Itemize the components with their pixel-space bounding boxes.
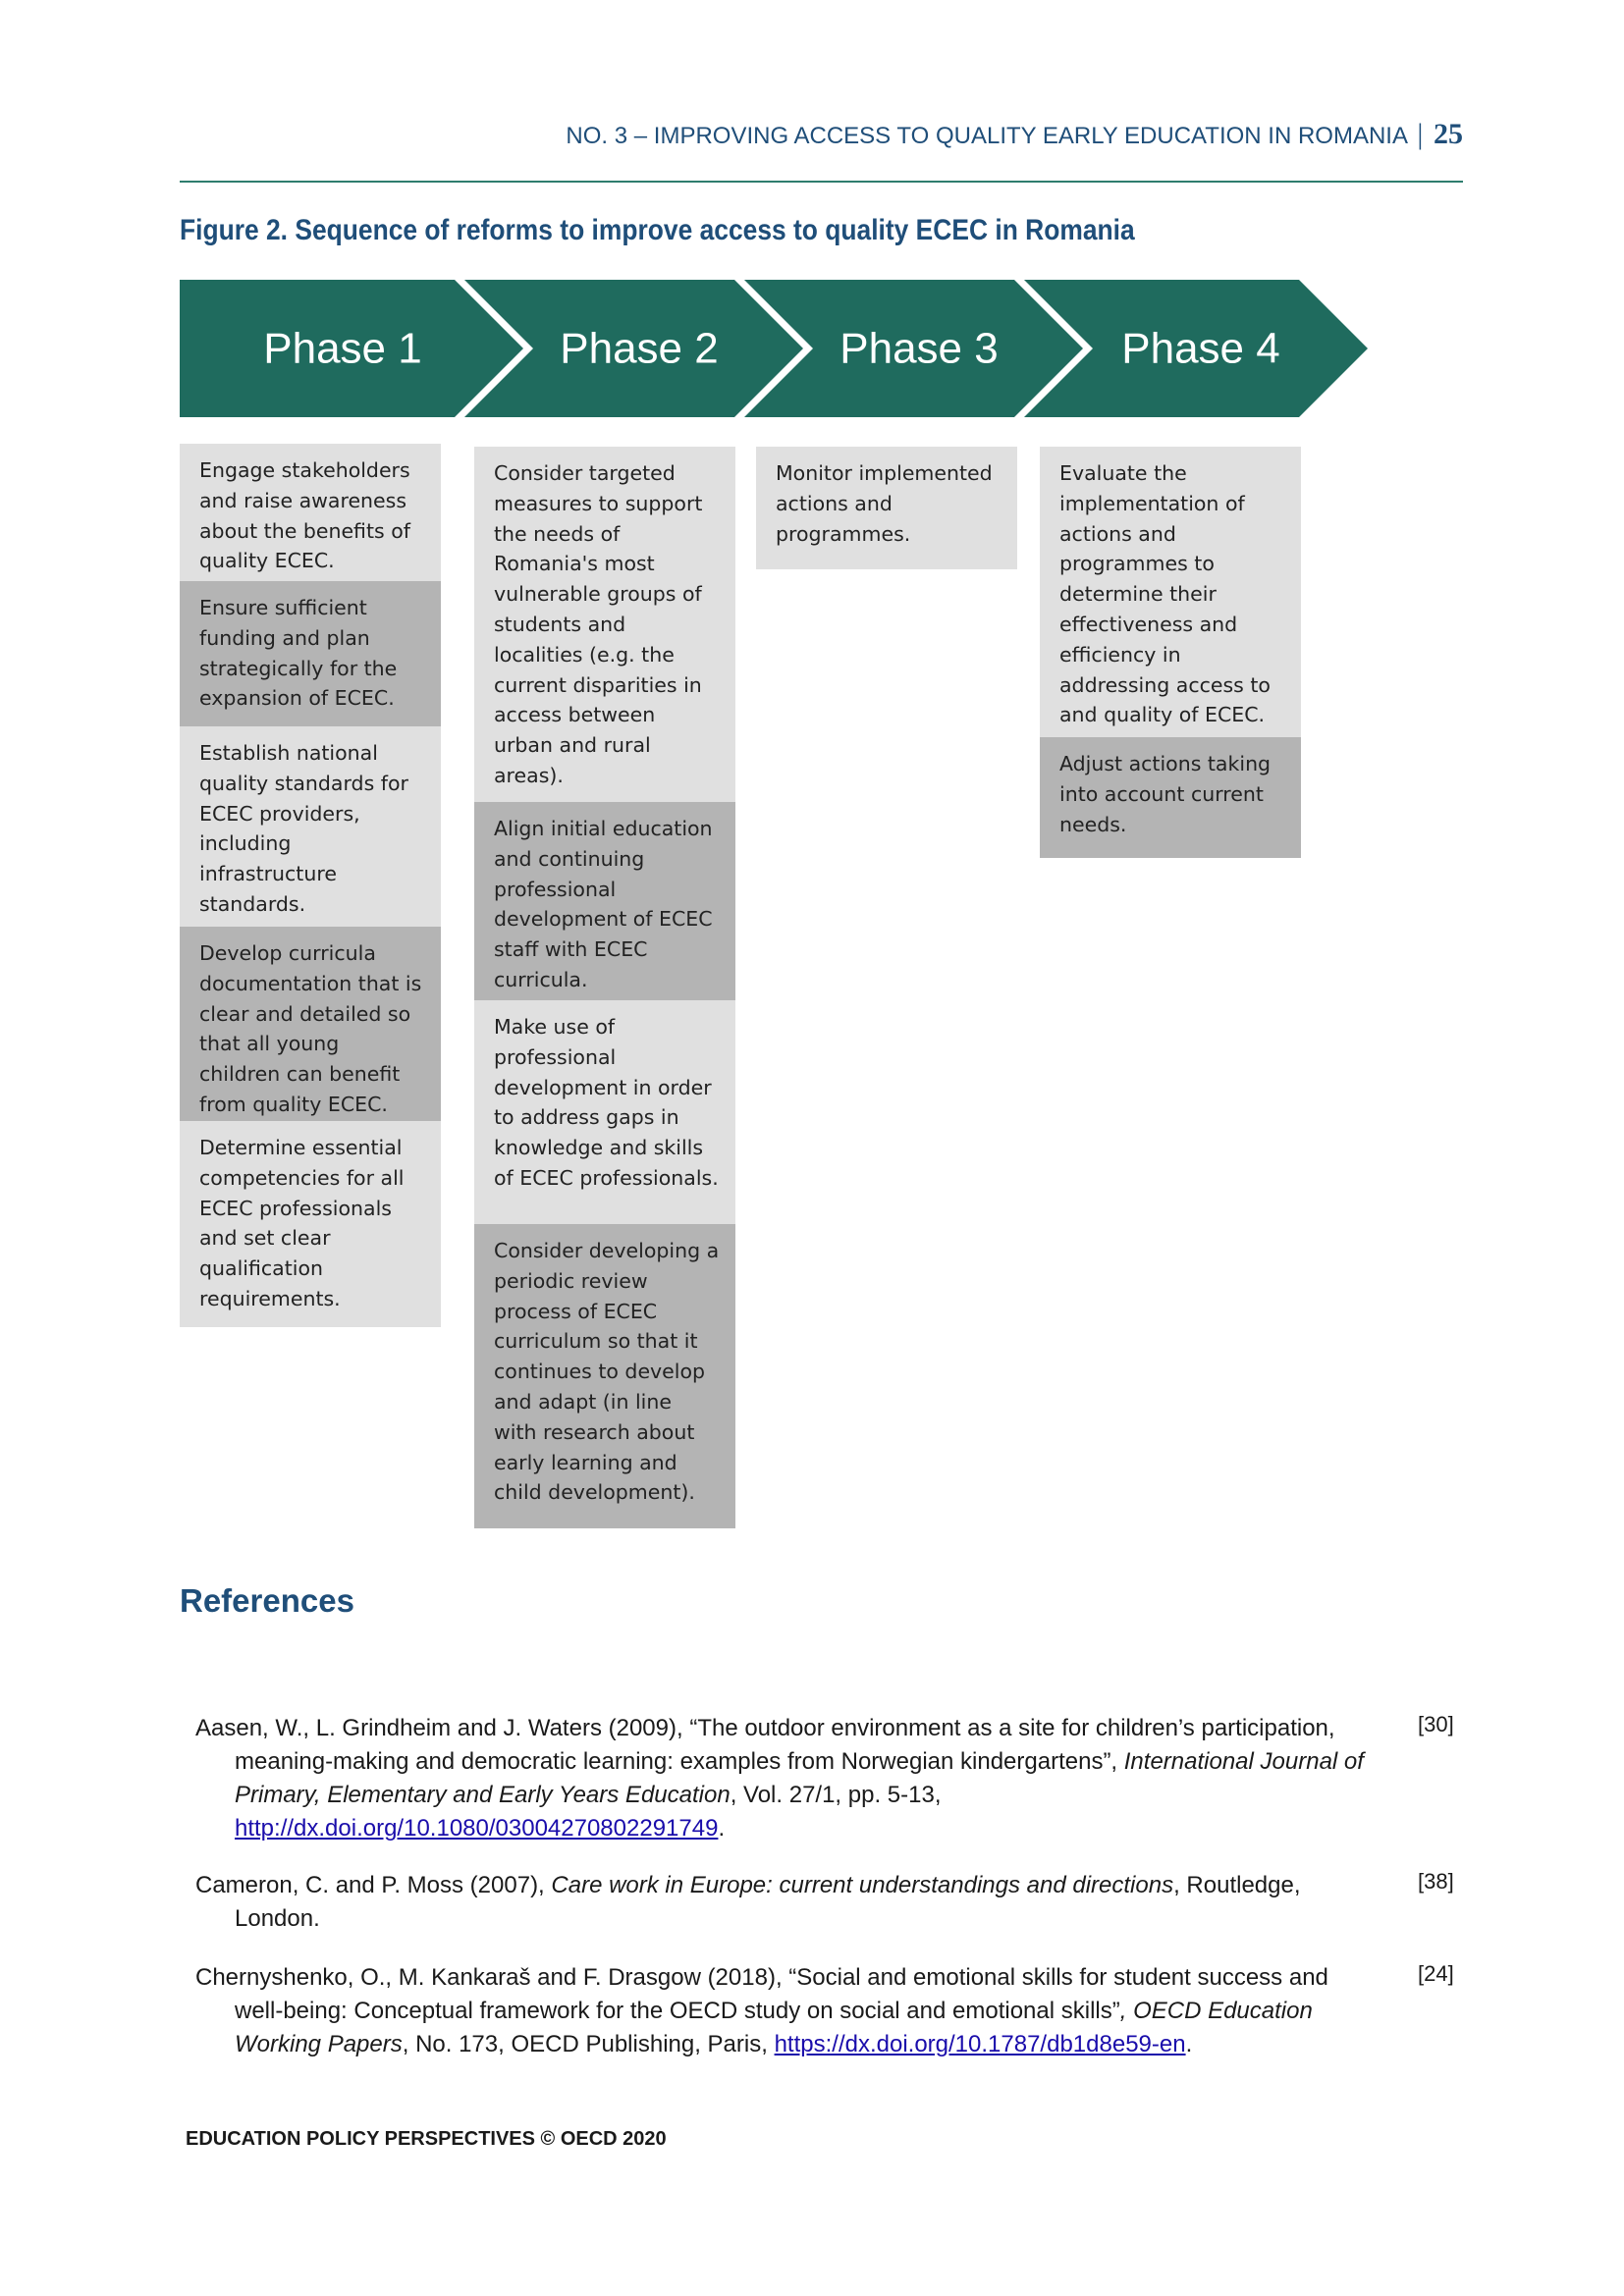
reference-link[interactable]: http://dx.doi.org/10.1080/03004270802291749 [235, 1815, 719, 1842]
reference-text: Chernyshenko, O., M. Kankaraš and F. Drasgow (2018), “Social and emotional skills for student success and well-being: Conceptual framework for the OECD study on social and emotional skills” [195, 1964, 1328, 2024]
action-box: Develop curricula documentation that is clear and detailed so that all young children can benefit from quality ECEC. [180, 927, 441, 1121]
action-box: Monitor implemented actions and programmes. [756, 447, 1017, 569]
phase-1-label: Phase 1 [263, 324, 422, 373]
reference-text: . [718, 1815, 726, 1842]
action-box: Determine essential competencies for all ECEC professionals and set clear qualification requirements. [180, 1121, 441, 1327]
reference-entry [195, 1712, 1374, 1845]
action-box: Consider targeted measures to support the needs of Romania's most vulnerable groups of students and localities (e.g. the current disparities in access between urban and rural areas). [474, 447, 735, 802]
phase-4-label: Phase 4 [1121, 324, 1280, 373]
reference-text: . [1185, 2031, 1193, 2057]
page-number: 25 [1434, 118, 1463, 150]
header-separator: | [1417, 118, 1424, 150]
reference-text: , Vol. 27/1, pp. 5-13, [730, 1782, 942, 1808]
phase-3-label: Phase 3 [839, 324, 999, 373]
reference-entry [195, 1961, 1374, 2061]
reference-link[interactable]: https://dx.doi.org/10.1787/db1d8e59-en [774, 2031, 1186, 2057]
action-box: Establish national quality standards for ECEC providers, including infrastructure standards. [180, 726, 441, 927]
reference-number: [30] [1418, 1712, 1454, 1736]
phase-3-actions [756, 447, 1017, 569]
reference-series: , OECD Education Working Papers [235, 1998, 1313, 2057]
reference-text: , Routledge, London. [235, 1872, 1301, 1932]
action-box: Adjust actions taking into account current needs. [1040, 737, 1301, 858]
phase-2-label: Phase 2 [560, 324, 719, 373]
page-footer: EDUCATION POLICY PERSPECTIVES © OECD 2020 [186, 2128, 667, 2150]
reference-number: [38] [1418, 1869, 1454, 1894]
action-box: Consider developing a periodic review process of ECEC curriculum so that it continues to develop and adapt (in line with research about early learning and child development). [474, 1224, 735, 1528]
reference-book-title: Care work in Europe: current understandings and directions [551, 1872, 1174, 1898]
reference-text: , No. 173, OECD Publishing, Paris, [402, 2031, 775, 2057]
reference-text: Aasen, W., L. Grindheim and J. Waters (2009), “The outdoor environment as a site for children’s participation, meaning-making and democratic learning: examples from Norwegian kindergartens”, [195, 1715, 1335, 1775]
action-box: Make use of professional development in order to address gaps in knowledge and skills of ECEC professionals. [474, 1000, 735, 1224]
phase-4-actions [1040, 447, 1301, 858]
running-title: NO. 3 – IMPROVING ACCESS TO QUALITY EARLY EDUCATION IN ROMANIA [566, 123, 1407, 149]
running-header [180, 118, 1463, 157]
reference-text: Cameron, C. and P. Moss (2007), [195, 1872, 552, 1898]
action-box: Engage stakeholders and raise awareness about the benefits of quality ECEC. [180, 444, 441, 581]
action-box: Evaluate the implementation of actions and programmes to determine their effectiveness and efficiency in addressing access to and quality of ECEC. [1040, 447, 1301, 737]
reference-journal: International Journal of Primary, Elementary and Early Years Education [235, 1748, 1364, 1808]
references-heading: References [180, 1582, 354, 1619]
phase-1-actions [180, 444, 441, 1327]
figure-title: Figure 2. Sequence of reforms to improve access to quality ECEC in Romania [180, 214, 1135, 246]
action-box: Ensure sufficient funding and plan strategically for the expansion of ECEC. [180, 581, 441, 726]
header-rule [180, 181, 1463, 183]
reference-number: [24] [1418, 1961, 1454, 1986]
reference-entry [195, 1869, 1374, 1936]
phase-chevrons [180, 280, 1368, 417]
phase-2-actions [474, 447, 735, 1528]
action-box: Align initial education and continuing professional development of ECEC staff with ECEC curricula. [474, 802, 735, 1000]
